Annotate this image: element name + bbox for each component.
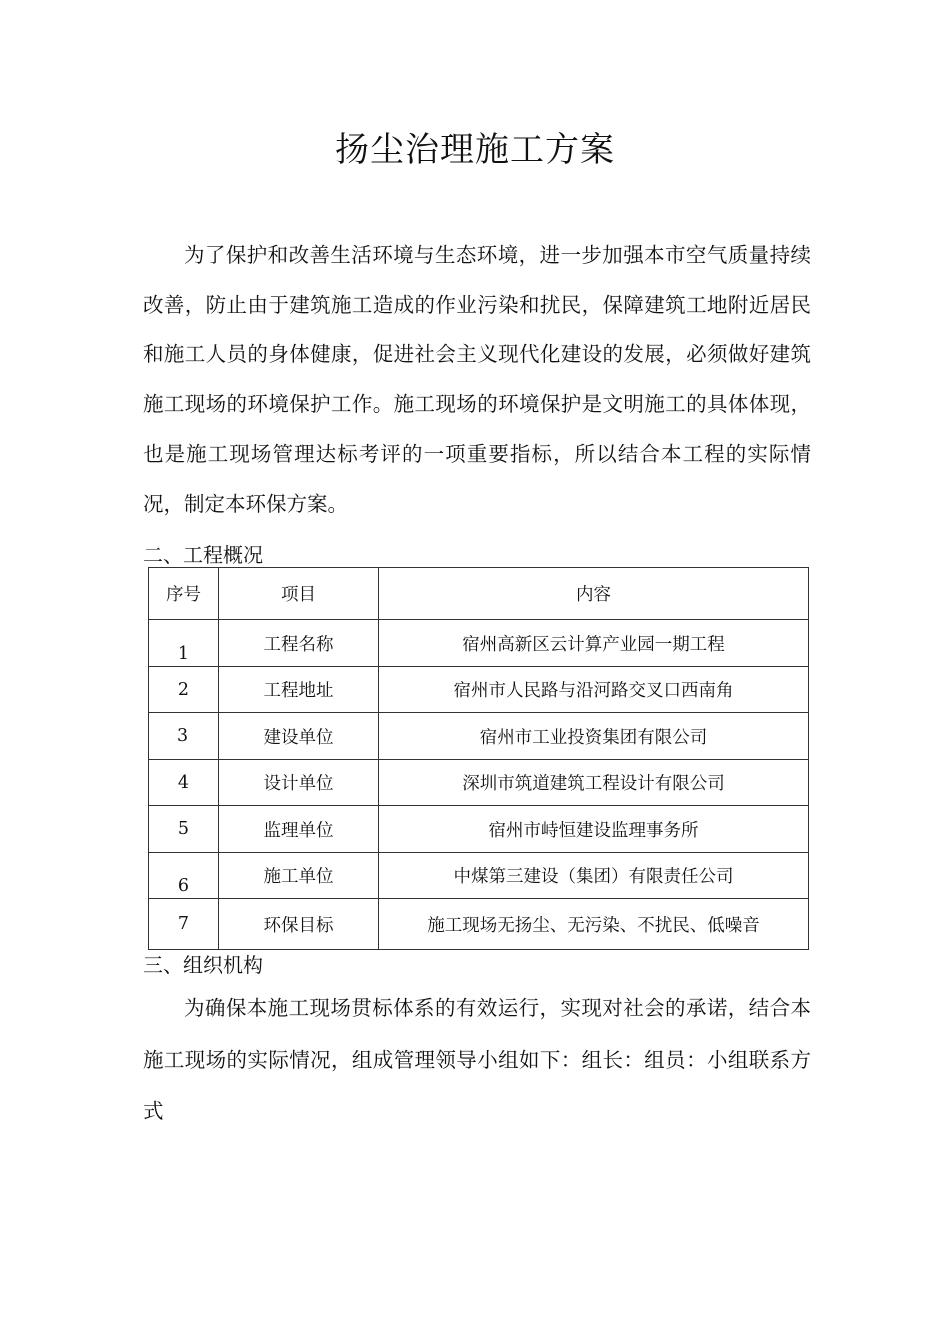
table-row (149, 713, 809, 760)
row-content-cell: 宿州市峙恒建设监理事务所 (379, 806, 809, 853)
row-number-cell: 3 (149, 713, 219, 760)
row-number-cell: 5 (149, 806, 219, 853)
row-content-cell: 宿州高新区云计算产业园一期工程 (379, 620, 809, 667)
row-number-cell: 2 (149, 667, 219, 713)
row-number-cell: 6 (149, 853, 219, 899)
header-cell-content: 内容 (379, 568, 809, 620)
row-item-cell: 建设单位 (219, 713, 379, 760)
row-number-cell: 1 (149, 620, 219, 667)
organization-paragraph: 为确保本施工现场贯标体系的有效运行，实现对社会的承诺，结合本施工现场的实际情况，组成管理领导小组如下：组长：组员：小组联系方式 (143, 996, 811, 1123)
header-cell-no: 序号 (149, 568, 219, 620)
row-content-cell: 深圳市筑道建筑工程设计有限公司 (379, 760, 809, 806)
row-item-cell: 监理单位 (219, 806, 379, 853)
table-row (149, 760, 809, 806)
row-item-cell: 施工单位 (219, 853, 379, 899)
section-heading-overview: 二、工程概况 (143, 543, 263, 567)
table-header-row (149, 568, 809, 620)
row-item-cell: 环保目标 (219, 899, 379, 950)
table-row (149, 806, 809, 853)
table-row (149, 620, 809, 667)
row-item-cell: 工程名称 (219, 620, 379, 667)
row-number-cell: 4 (149, 760, 219, 806)
row-item-cell: 设计单位 (219, 760, 379, 806)
table-row (149, 853, 809, 899)
intro-paragraph: 为了保护和改善生活环境与生态环境，进一步加强本市空气质量持续改善，防止由于建筑施工造成的作业污染和扰民，保障建筑工地附近居民和施工人员的身体健康，促进社会主义现代化建设的发展，必须做好建筑施工现场的环境保护工作。施工现场的环境保护是文明施工的具体体现，也是施工现场管理达标考评的一项重要指标，所以结合本工程的实际情况，制定本环保方案。 (143, 243, 811, 516)
table-row (149, 899, 809, 950)
header-cell-item: 项目 (219, 568, 379, 620)
row-content-cell: 施工现场无扬尘、无污染、不扰民、低噪音 (379, 899, 809, 950)
document-title: 扬尘治理施工方案 (335, 130, 615, 170)
row-content-cell: 宿州市人民路与沿河路交叉口西南角 (379, 667, 809, 713)
row-number-cell: 7 (149, 899, 219, 950)
section-heading-organization: 三、组织机构 (143, 953, 263, 977)
row-content-cell: 宿州市工业投资集团有限公司 (379, 713, 809, 760)
table-row (149, 667, 809, 713)
project-overview-table (148, 567, 809, 950)
row-content-cell: 中煤第三建设（集团）有限责任公司 (379, 853, 809, 899)
row-item-cell: 工程地址 (219, 667, 379, 713)
